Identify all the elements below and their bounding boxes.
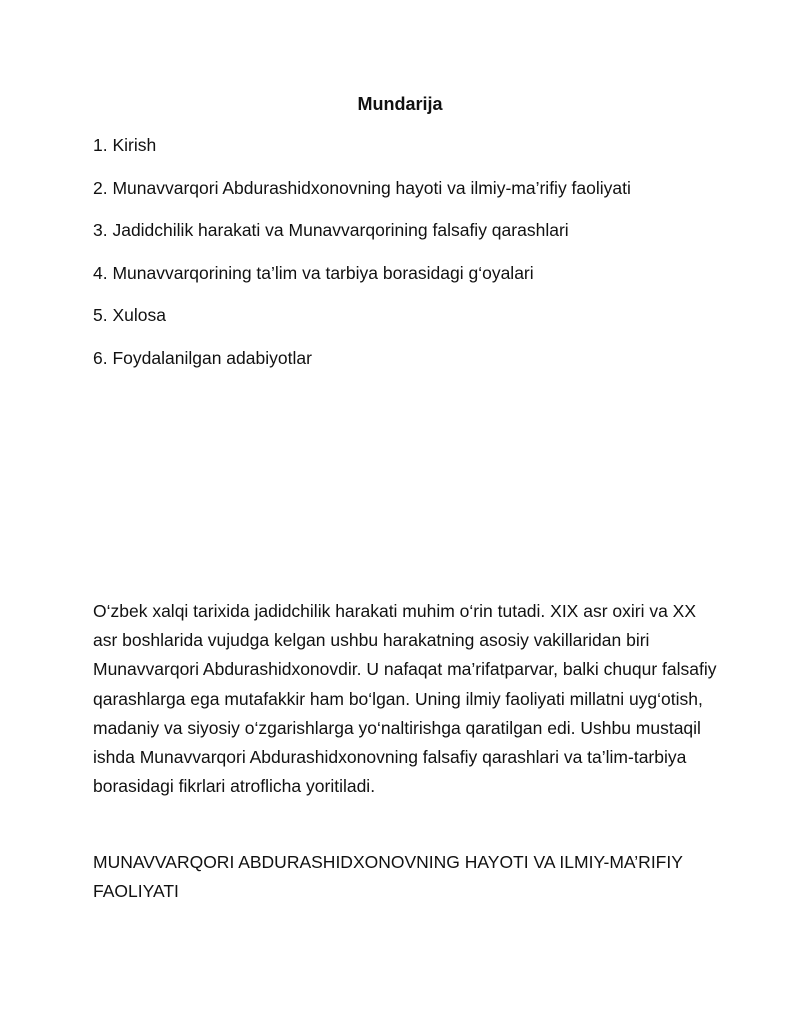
toc-item-references: 6. Foydalanilgan adabiyotlar xyxy=(93,347,312,368)
section-heading: MUNAVVARQORI ABDURASHIDXONOVNING HAYOTI VA ILMIY-MA’RIFIY FAOLIYATI xyxy=(93,852,683,901)
toc-item-introduction: 1. Kirish xyxy=(93,135,157,155)
toc-item-jadidism: 3. Jadidchilik harakati va Munavvarqorining falsafiy qarashlari xyxy=(93,220,569,240)
toc-item-biography: 2. Munavvarqori Abdurashidxonovning hayoti va ilmiy-ma’rifiy faoliyati xyxy=(93,177,631,198)
toc-item-conclusion: 5. Xulosa xyxy=(93,305,166,325)
toc-item-education-ideas: 4. Munavvarqorining ta’lim va tarbiya borasidagi g‘oyalari xyxy=(93,262,534,283)
toc-title: Mundarija xyxy=(357,94,443,114)
intro-paragraph: O‘zbek xalqi tarixida jadidchilik harakati muhim o‘rin tutadi. XIX asr oxiri va XX asr boshlarida vujudga kelgan ushbu harakatning asosiy vakillaridan biri Munavvarqori Abdurashidxonovdir. U nafaqat ma’rifatparvar, balki chuqur falsafiy qarashlarga ega mutafakkir ham bo‘lgan. Uning ilmiy faoliyati millatni uyg‘otish, madaniy va siyosiy o‘zgarishlarga yo‘naltirishga qaratilgan edi. Ushbu mustaqil ishda Munavvarqori Abdurashidxonovning falsafiy qarashlari va ta’lim-tarbiya borasidagi fikrlari atroflicha yoritiladi. xyxy=(93,601,717,797)
table-of-contents xyxy=(93,133,733,388)
